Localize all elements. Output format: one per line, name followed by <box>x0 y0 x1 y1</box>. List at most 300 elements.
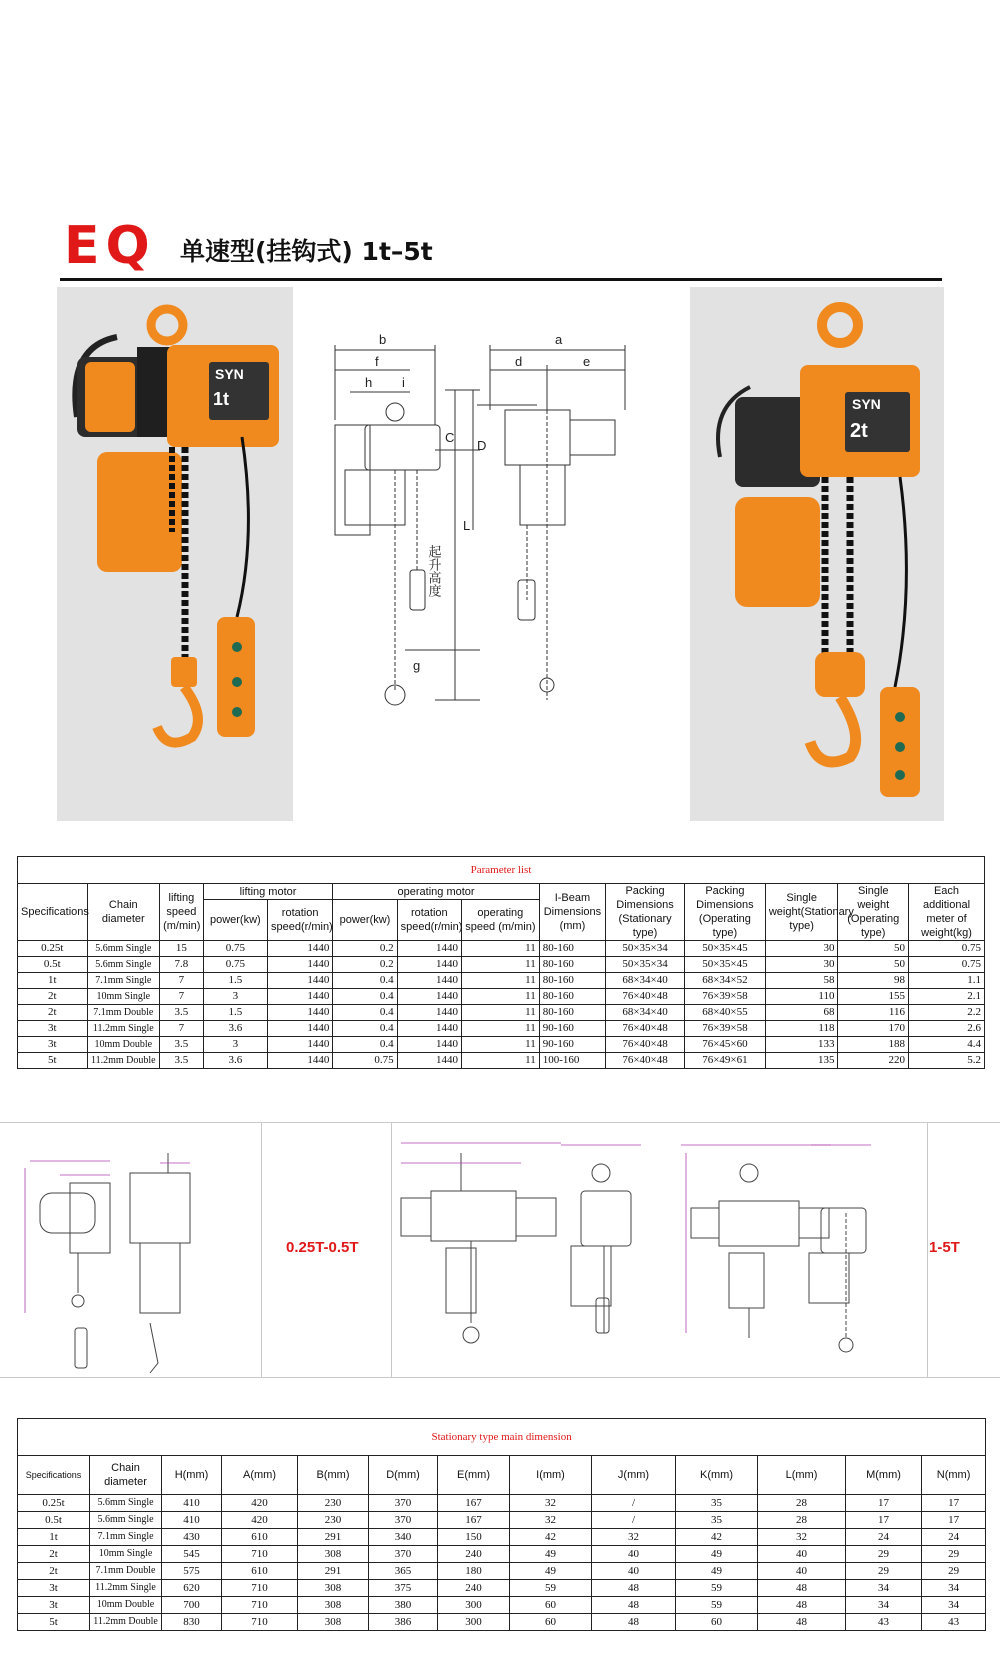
table-cell: 7.1mm Single <box>87 973 160 989</box>
table-cell: 50 <box>838 957 909 973</box>
table-cell: 375 <box>369 1580 438 1597</box>
table-cell: 410 <box>162 1512 222 1529</box>
table-cell: 80-160 <box>539 941 605 957</box>
table-cell: 50×35×45 <box>684 957 765 973</box>
table-cell: 118 <box>765 1021 838 1037</box>
table-cell: 370 <box>369 1546 438 1563</box>
table-cell: 0.4 <box>333 1005 397 1021</box>
table-cell: 116 <box>838 1005 909 1021</box>
table-cell: 68×34×40 <box>606 973 685 989</box>
table-cell: 29 <box>846 1546 922 1563</box>
table-cell: 2t <box>18 1546 90 1563</box>
table-cell: 420 <box>222 1495 298 1512</box>
table-cell: 32 <box>510 1495 592 1512</box>
table-cell: 308 <box>298 1546 369 1563</box>
table-cell: 32 <box>510 1512 592 1529</box>
table-row <box>18 973 985 989</box>
table-cell: 29 <box>846 1563 922 1580</box>
table-cell: 43 <box>846 1614 922 1631</box>
table-cell: 386 <box>369 1614 438 1631</box>
table-cell: 620 <box>162 1580 222 1597</box>
table-cell: 1440 <box>267 1005 332 1021</box>
col-lift-motor: lifting motor <box>203 884 333 900</box>
col-wt-add: Each additional meter of weight(kg) <box>909 884 985 941</box>
table-cell: 17 <box>846 1495 922 1512</box>
table-cell: 1t <box>18 1529 90 1546</box>
table-cell: 1t <box>18 973 88 989</box>
table-cell: 10mm Single <box>90 1546 162 1563</box>
dim-label-D: D <box>477 438 487 453</box>
table-cell: 1440 <box>397 1005 461 1021</box>
table-cell: / <box>592 1495 676 1512</box>
table-cell: 830 <box>162 1614 222 1631</box>
table-row <box>18 1580 986 1597</box>
dim-label-C: C <box>445 430 455 445</box>
table-cell: 29 <box>922 1563 986 1580</box>
table-cell: 32 <box>758 1529 846 1546</box>
dimension-drawing <box>305 330 645 730</box>
table-cell: 180 <box>438 1563 510 1580</box>
table-cell: 76×40×48 <box>606 1037 685 1053</box>
table-cell: 34 <box>846 1580 922 1597</box>
table-row <box>18 1546 986 1563</box>
table-cell: 0.4 <box>333 1021 397 1037</box>
table-cell: 17 <box>846 1512 922 1529</box>
table-cell: 80-160 <box>539 973 605 989</box>
table-cell: 1440 <box>267 1053 332 1069</box>
table-cell: 1440 <box>267 989 332 1005</box>
table-cell: 0.75 <box>203 941 267 957</box>
col-pack-op: Packing Dimensions (Operating type) <box>684 884 765 941</box>
dim-label-L: L <box>463 518 471 533</box>
table-cell: 1440 <box>397 989 461 1005</box>
table-cell: 0.2 <box>333 957 397 973</box>
table-cell: 430 <box>162 1529 222 1546</box>
table-cell: 68×34×40 <box>606 1005 685 1021</box>
table-cell: 1440 <box>397 957 461 973</box>
col-chain: Chain diameter <box>87 884 160 941</box>
dim-label-b: b <box>379 332 387 347</box>
table-cell: 5.6mm Single <box>87 957 160 973</box>
table-cell: 10mm Single <box>87 989 160 1005</box>
table-cell: 7 <box>160 973 204 989</box>
product-code: EQ <box>64 216 156 276</box>
col-wt-stat: Single weight(Stationary type) <box>765 884 838 941</box>
table-cell: 240 <box>438 1580 510 1597</box>
table-cell: 5.6mm Single <box>87 941 160 957</box>
param-table-body <box>18 941 985 1069</box>
badge-capacity-2t: 2t <box>850 420 868 442</box>
table-cell: 0.5t <box>18 1512 90 1529</box>
param-header-row <box>18 884 985 900</box>
table-cell: 76×40×48 <box>606 989 685 1005</box>
table-cell: 28 <box>758 1495 846 1512</box>
table-cell: 29 <box>922 1546 986 1563</box>
table-cell: 1440 <box>397 1053 461 1069</box>
table-cell: 410 <box>162 1495 222 1512</box>
dim-col-header: Specifications <box>18 1456 90 1495</box>
table-cell: 40 <box>592 1546 676 1563</box>
table-cell: 1440 <box>397 941 461 957</box>
table-cell: 68×34×52 <box>684 973 765 989</box>
table-row <box>18 1614 986 1631</box>
table-cell: 3.5 <box>160 1053 204 1069</box>
col-ibeam: I-Beam Dimensions (mm) <box>539 884 605 941</box>
dim-table-body <box>18 1495 986 1631</box>
table-cell: 5t <box>18 1053 88 1069</box>
table-row <box>18 1021 985 1037</box>
table-cell: 90-160 <box>539 1037 605 1053</box>
table-cell: 7 <box>160 1021 204 1037</box>
range-label-large: 1-5T <box>929 1239 960 1256</box>
table-cell: 1.5 <box>203 1005 267 1021</box>
table-cell: 40 <box>758 1546 846 1563</box>
table-cell: 11 <box>461 973 539 989</box>
table-cell: 49 <box>676 1563 758 1580</box>
table-cell: 3t <box>18 1037 88 1053</box>
table-cell: 100-160 <box>539 1053 605 1069</box>
table-cell: 188 <box>838 1037 909 1053</box>
table-cell: 60 <box>676 1614 758 1631</box>
table-cell: 0.4 <box>333 1037 397 1053</box>
table-cell: 34 <box>846 1597 922 1614</box>
table-cell: 0.4 <box>333 973 397 989</box>
table-cell: 575 <box>162 1563 222 1580</box>
table-cell: 11.2mm Single <box>87 1021 160 1037</box>
table-cell: 300 <box>438 1614 510 1631</box>
table-cell: 340 <box>369 1529 438 1546</box>
dim-col-header: K(mm) <box>676 1456 758 1495</box>
table-cell: 48 <box>592 1614 676 1631</box>
table-cell: 48 <box>592 1597 676 1614</box>
table-cell: 710 <box>222 1614 298 1631</box>
table-cell: 0.25t <box>18 1495 90 1512</box>
table-cell: 80-160 <box>539 1005 605 1021</box>
outline-drawings-strip <box>0 1122 1000 1378</box>
table-cell: 76×49×61 <box>684 1053 765 1069</box>
table-cell: 2.1 <box>909 989 985 1005</box>
table-cell: 710 <box>222 1597 298 1614</box>
dim-title-row <box>18 1419 986 1456</box>
table-row <box>18 989 985 1005</box>
table-cell: 76×45×60 <box>684 1037 765 1053</box>
dim-label-g: g <box>413 658 421 673</box>
table-cell: 7 <box>160 989 204 1005</box>
col-wt-op: Single weight (Operating type) <box>838 884 909 941</box>
table-cell: 60 <box>510 1614 592 1631</box>
table-cell: 17 <box>922 1512 986 1529</box>
dim-label-e: e <box>583 354 591 369</box>
table-row <box>18 1005 985 1021</box>
col-pack-stat: Packing Dimensions (Stationary type) <box>606 884 685 941</box>
dimension-table <box>17 1418 986 1631</box>
table-cell: 0.2 <box>333 941 397 957</box>
dim-label-d: d <box>515 354 523 369</box>
table-cell: 7.1mm Double <box>90 1563 162 1580</box>
table-cell: 49 <box>510 1563 592 1580</box>
table-cell: 3 <box>203 989 267 1005</box>
table-cell: 58 <box>765 973 838 989</box>
table-cell: 10mm Double <box>87 1037 160 1053</box>
table-cell: 3.5 <box>160 1037 204 1053</box>
table-cell: 1440 <box>267 1037 332 1053</box>
table-cell: 7.1mm Single <box>90 1529 162 1546</box>
table-cell: 30 <box>765 957 838 973</box>
table-cell: 710 <box>222 1546 298 1563</box>
table-cell: 5t <box>18 1614 90 1631</box>
table-cell: 24 <box>846 1529 922 1546</box>
table-cell: 48 <box>758 1580 846 1597</box>
table-cell: 34 <box>922 1580 986 1597</box>
table-cell: 3t <box>18 1580 90 1597</box>
table-cell: 48 <box>592 1580 676 1597</box>
table-row <box>18 1495 986 1512</box>
table-cell: 240 <box>438 1546 510 1563</box>
table-cell: 545 <box>162 1546 222 1563</box>
param-table-title: Parameter list <box>18 857 985 884</box>
table-cell: / <box>592 1512 676 1529</box>
table-cell: 11 <box>461 1037 539 1053</box>
table-cell: 1.1 <box>909 973 985 989</box>
table-cell: 0.75 <box>909 957 985 973</box>
table-cell: 11.2mm Double <box>87 1053 160 1069</box>
table-cell: 49 <box>510 1546 592 1563</box>
table-cell: 3t <box>18 1021 88 1037</box>
table-cell: 50 <box>838 941 909 957</box>
drawing-large-hoists <box>391 1123 928 1377</box>
dim-col-header: H(mm) <box>162 1456 222 1495</box>
table-cell: 80-160 <box>539 957 605 973</box>
table-cell: 76×40×48 <box>606 1053 685 1069</box>
table-cell: 7.1mm Double <box>87 1005 160 1021</box>
table-cell: 76×40×48 <box>606 1021 685 1037</box>
badge-brand-2t: SYN <box>852 396 881 412</box>
table-cell: 150 <box>438 1529 510 1546</box>
table-cell: 34 <box>922 1597 986 1614</box>
table-cell: 3 <box>203 1037 267 1053</box>
table-cell: 11 <box>461 941 539 957</box>
range-cell-large <box>927 1123 1000 1377</box>
range-label-small: 0.25T-0.5T <box>286 1239 359 1256</box>
table-cell: 135 <box>765 1053 838 1069</box>
parameter-table <box>17 856 985 1069</box>
table-cell: 68 <box>765 1005 838 1021</box>
table-cell: 308 <box>298 1580 369 1597</box>
table-cell: 0.5t <box>18 957 88 973</box>
table-cell: 50×35×34 <box>606 957 685 973</box>
table-cell: 15 <box>160 941 204 957</box>
table-row <box>18 941 985 957</box>
param-title-row <box>18 857 985 884</box>
col-lift-power: power(kw) <box>203 900 267 941</box>
table-cell: 308 <box>298 1597 369 1614</box>
dim-col-header: J(mm) <box>592 1456 676 1495</box>
dim-label-i: i <box>402 375 405 390</box>
table-cell: 76×39×58 <box>684 989 765 1005</box>
table-cell: 68×40×55 <box>684 1005 765 1021</box>
table-row <box>18 1512 986 1529</box>
table-cell: 2.6 <box>909 1021 985 1037</box>
table-cell: 11 <box>461 989 539 1005</box>
dim-col-header: Chain diameter <box>90 1456 162 1495</box>
table-cell: 32 <box>592 1529 676 1546</box>
table-row <box>18 1037 985 1053</box>
table-cell: 50×35×45 <box>684 941 765 957</box>
header-divider <box>60 278 942 281</box>
drawing-small-hoist <box>0 1123 262 1377</box>
table-cell: 98 <box>838 973 909 989</box>
table-cell: 11 <box>461 1053 539 1069</box>
table-cell: 420 <box>222 1512 298 1529</box>
table-cell: 1440 <box>267 957 332 973</box>
dim-label-h: h <box>365 375 373 390</box>
table-row <box>18 1053 985 1069</box>
table-cell: 1440 <box>267 1021 332 1037</box>
table-cell: 59 <box>676 1580 758 1597</box>
dim-table-title: Stationary type main dimension <box>18 1419 986 1456</box>
hoist-1t-image <box>57 287 293 821</box>
col-op-rot: rotation speed(r/min) <box>397 900 461 941</box>
dim-col-header: I(mm) <box>510 1456 592 1495</box>
range-cell-small <box>261 1123 392 1377</box>
page-title: 单速型(挂钩式) 1t–5t <box>180 237 433 266</box>
table-cell: 1440 <box>397 973 461 989</box>
table-cell: 700 <box>162 1597 222 1614</box>
dim-col-header: A(mm) <box>222 1456 298 1495</box>
table-cell: 155 <box>838 989 909 1005</box>
table-cell: 11 <box>461 1005 539 1021</box>
table-cell: 3.6 <box>203 1053 267 1069</box>
page-header <box>60 210 940 280</box>
table-cell: 7.8 <box>160 957 204 973</box>
table-cell: 2.2 <box>909 1005 985 1021</box>
table-cell: 4.4 <box>909 1037 985 1053</box>
table-cell: 11 <box>461 957 539 973</box>
table-cell: 76×39×58 <box>684 1021 765 1037</box>
table-cell: 370 <box>369 1512 438 1529</box>
table-cell: 230 <box>298 1495 369 1512</box>
table-cell: 370 <box>369 1495 438 1512</box>
table-cell: 0.4 <box>333 989 397 1005</box>
table-cell: 48 <box>758 1614 846 1631</box>
table-cell: 11 <box>461 1021 539 1037</box>
table-cell: 1440 <box>267 941 332 957</box>
table-cell: 10mm Double <box>90 1597 162 1614</box>
table-cell: 230 <box>298 1512 369 1529</box>
dim-label-f: f <box>375 354 379 369</box>
hoist-photo-2t <box>690 287 944 821</box>
table-row <box>18 957 985 973</box>
table-cell: 2t <box>18 1563 90 1580</box>
hoist-2t-image <box>690 287 944 821</box>
col-op-motor: operating motor <box>333 884 539 900</box>
table-cell: 110 <box>765 989 838 1005</box>
table-cell: 610 <box>222 1529 298 1546</box>
badge-brand-1t: SYN <box>215 366 244 382</box>
table-cell: 1440 <box>397 1021 461 1037</box>
table-cell: 35 <box>676 1495 758 1512</box>
table-cell: 710 <box>222 1580 298 1597</box>
table-cell: 48 <box>758 1597 846 1614</box>
table-cell: 24 <box>922 1529 986 1546</box>
col-spec: Specifications <box>18 884 88 941</box>
table-cell: 35 <box>676 1512 758 1529</box>
table-cell: 610 <box>222 1563 298 1580</box>
table-cell: 167 <box>438 1512 510 1529</box>
table-cell: 1440 <box>267 973 332 989</box>
table-cell: 291 <box>298 1529 369 1546</box>
dim-col-header: L(mm) <box>758 1456 846 1495</box>
col-lift-speed: lifting speed (m/min) <box>160 884 204 941</box>
badge-capacity-1t: 1t <box>213 389 230 409</box>
table-cell: 365 <box>369 1563 438 1580</box>
table-cell: 17 <box>922 1495 986 1512</box>
table-cell: 3.5 <box>160 1005 204 1021</box>
dim-label-a: a <box>555 332 563 347</box>
table-cell: 2t <box>18 989 88 1005</box>
table-cell: 5.6mm Single <box>90 1495 162 1512</box>
table-cell: 40 <box>592 1563 676 1580</box>
table-cell: 90-160 <box>539 1021 605 1037</box>
table-cell: 80-160 <box>539 989 605 1005</box>
col-op-power: power(kw) <box>333 900 397 941</box>
table-cell: 42 <box>676 1529 758 1546</box>
table-cell: 28 <box>758 1512 846 1529</box>
table-row <box>18 1563 986 1580</box>
table-cell: 60 <box>510 1597 592 1614</box>
table-cell: 380 <box>369 1597 438 1614</box>
dim-col-header: D(mm) <box>369 1456 438 1495</box>
table-cell: 220 <box>838 1053 909 1069</box>
table-cell: 0.75 <box>203 957 267 973</box>
table-cell: 0.75 <box>909 941 985 957</box>
table-row <box>18 1529 986 1546</box>
table-cell: 11.2mm Single <box>90 1580 162 1597</box>
table-cell: 308 <box>298 1614 369 1631</box>
table-cell: 170 <box>838 1021 909 1037</box>
table-cell: 291 <box>298 1563 369 1580</box>
col-lift-rot: rotation speed(r/min) <box>267 900 332 941</box>
table-cell: 43 <box>922 1614 986 1631</box>
table-cell: 3.6 <box>203 1021 267 1037</box>
col-op-speed: operating speed (m/min) <box>461 900 539 941</box>
table-cell: 133 <box>765 1037 838 1053</box>
dim-header-row <box>18 1456 986 1495</box>
table-cell: 59 <box>510 1580 592 1597</box>
table-cell: 1.5 <box>203 973 267 989</box>
table-cell: 59 <box>676 1597 758 1614</box>
table-cell: 1440 <box>397 1037 461 1053</box>
table-cell: 167 <box>438 1495 510 1512</box>
table-cell: 11.2mm Double <box>90 1614 162 1631</box>
table-cell: 0.25t <box>18 941 88 957</box>
table-cell: 40 <box>758 1563 846 1580</box>
table-row <box>18 1597 986 1614</box>
table-cell: 5.2 <box>909 1053 985 1069</box>
table-cell: 49 <box>676 1546 758 1563</box>
table-cell: 5.6mm Single <box>90 1512 162 1529</box>
dim-col-header: E(mm) <box>438 1456 510 1495</box>
lift-height-label: 起升高度 <box>425 545 441 597</box>
table-cell: 42 <box>510 1529 592 1546</box>
table-cell: 50×35×34 <box>606 941 685 957</box>
table-cell: 3t <box>18 1597 90 1614</box>
dim-col-header: B(mm) <box>298 1456 369 1495</box>
table-cell: 0.75 <box>333 1053 397 1069</box>
hoist-photo-1t <box>57 287 293 821</box>
table-cell: 300 <box>438 1597 510 1614</box>
table-cell: 30 <box>765 941 838 957</box>
